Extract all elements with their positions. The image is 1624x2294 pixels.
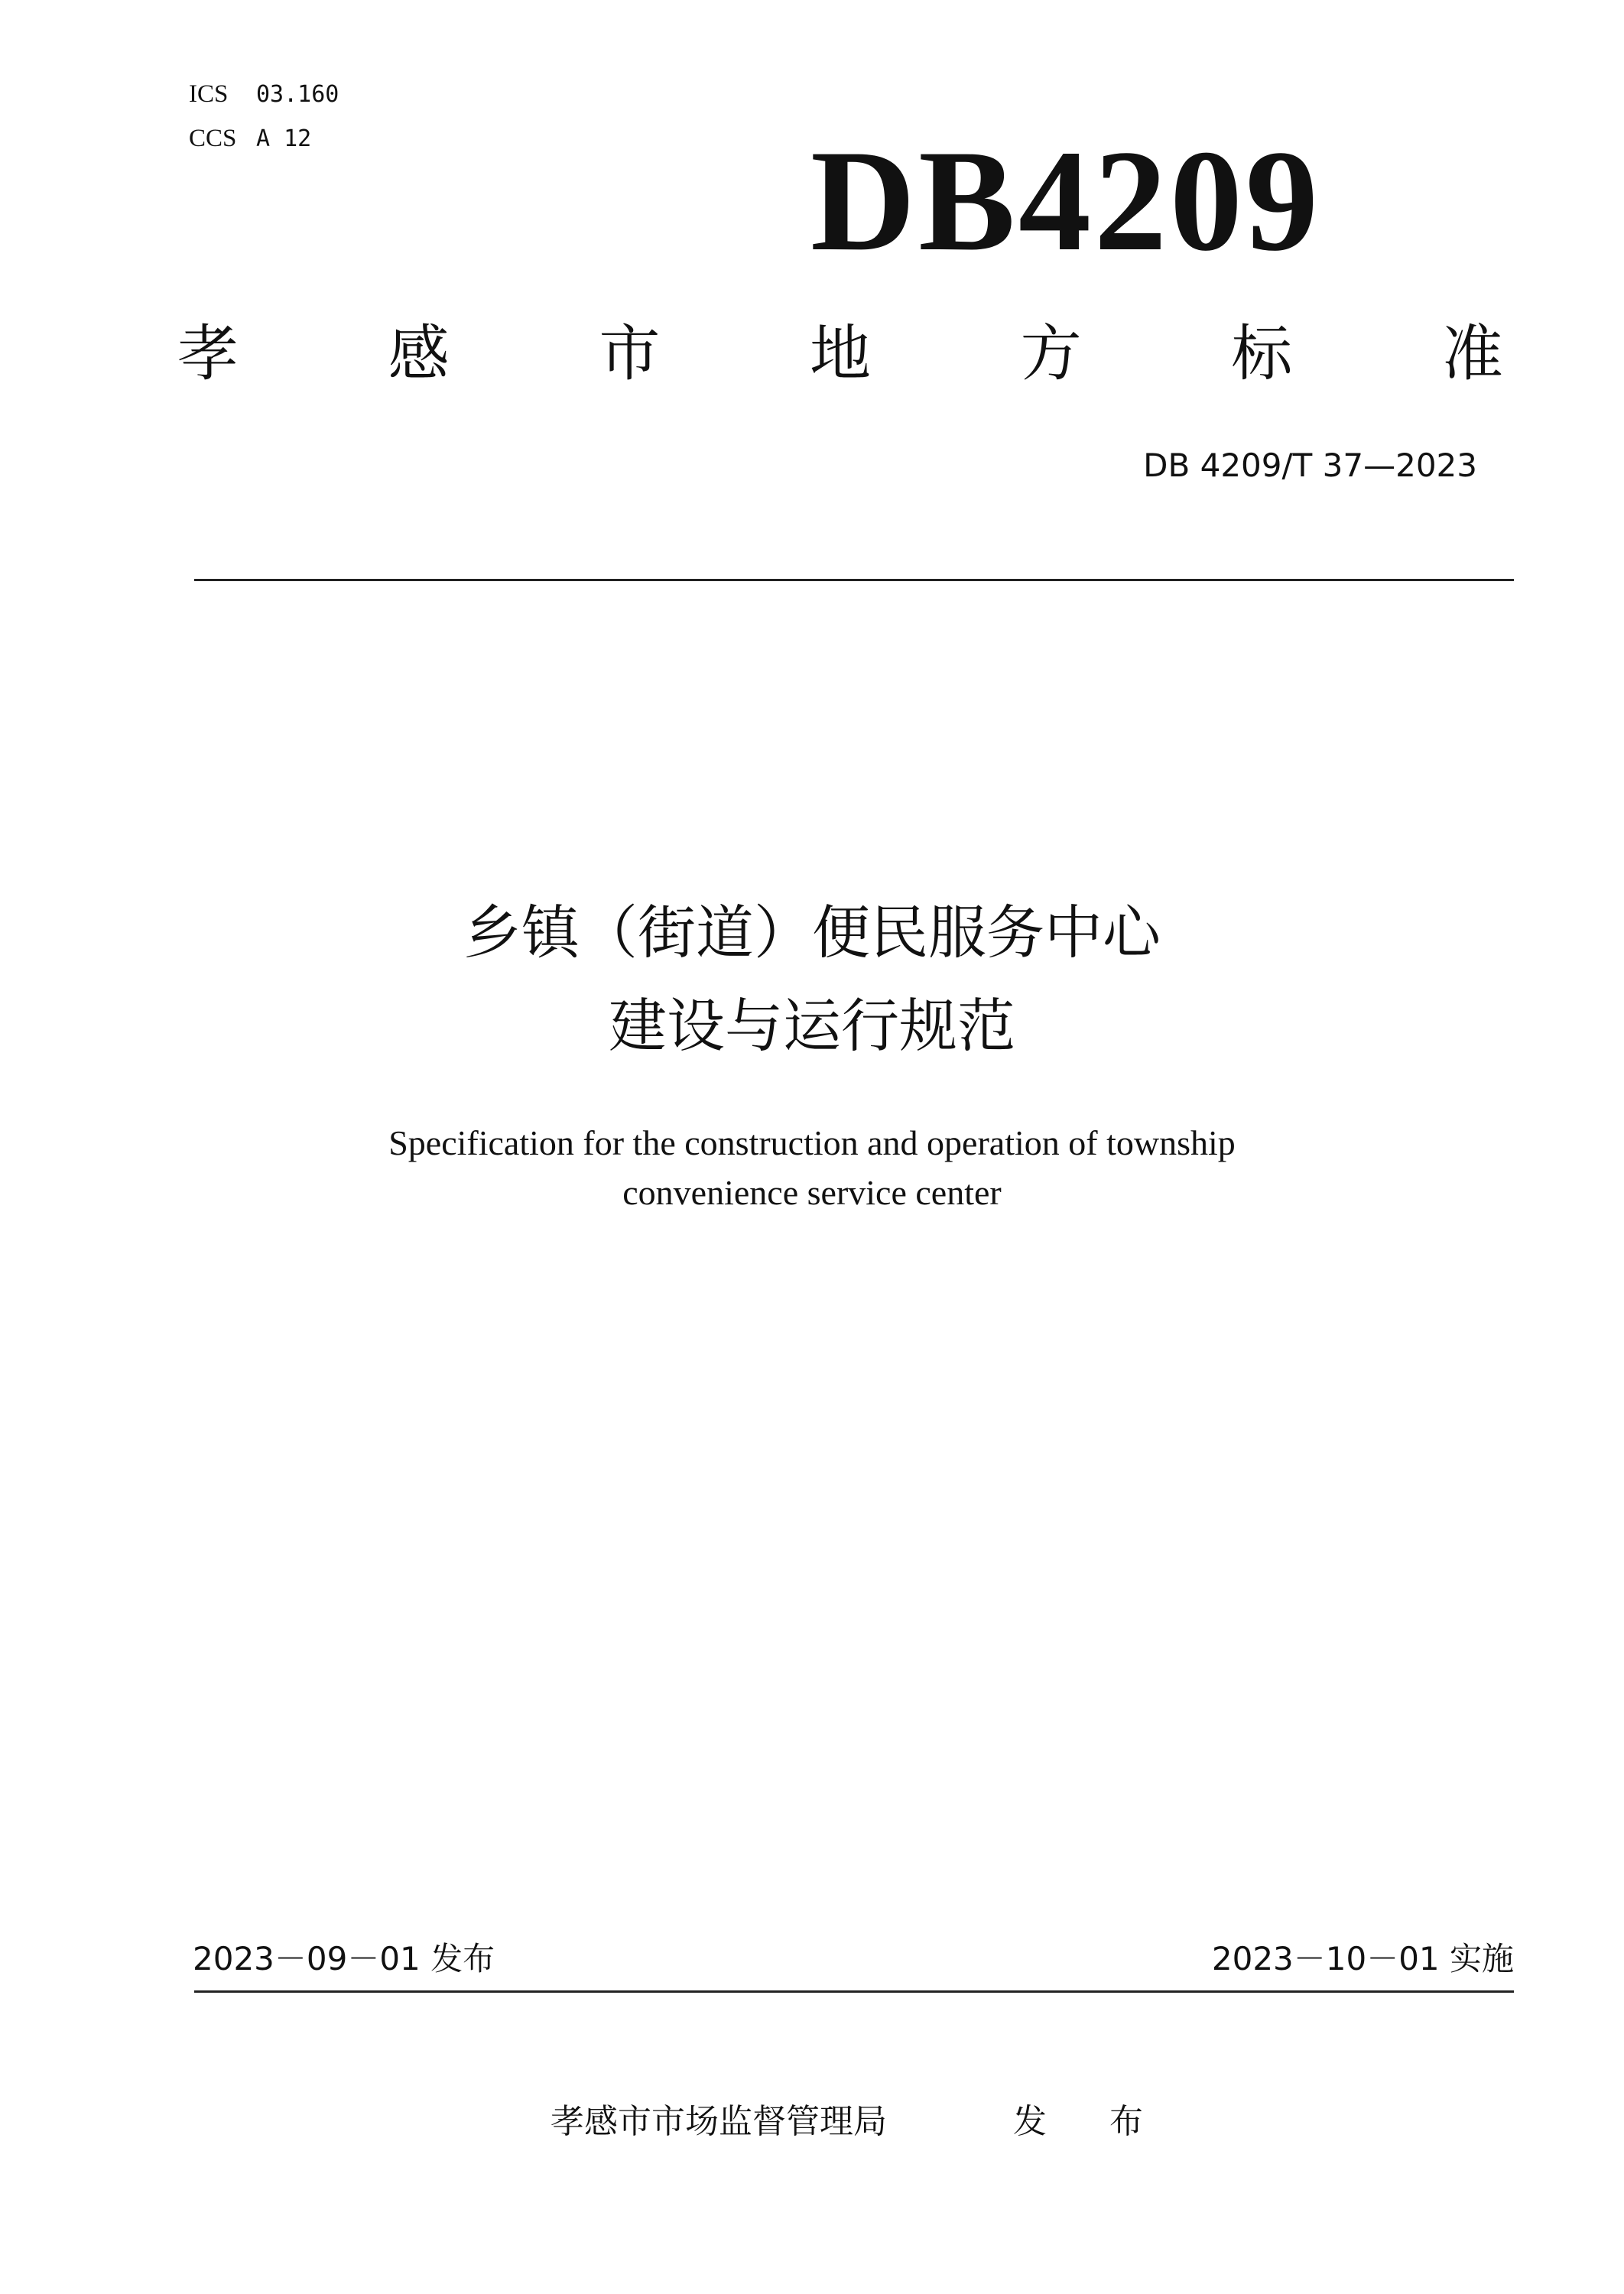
title-chinese-line-2: 建设与运行规范 — [609, 992, 1015, 1060]
issue-date: 2023－09－01 发布 — [193, 1940, 495, 1977]
ccs-value: A 12 — [256, 125, 312, 152]
standard-type-char: 方 — [1020, 318, 1082, 389]
title-chinese-line-1: 乡镇（街道）便民服务中心 — [463, 898, 1161, 967]
implementation-date: 2023－10－01 实施 — [1211, 1940, 1514, 1977]
ics-label: ICS — [189, 80, 229, 108]
issuing-authority: 孝感市市场监督管理局 — [551, 2102, 887, 2141]
standard-type-char: 孝 — [177, 318, 239, 389]
standard-type-heading — [177, 320, 1503, 388]
ics-code — [189, 78, 339, 110]
footer-divider — [194, 1990, 1514, 1993]
header-divider — [194, 579, 1514, 581]
standard-number: DB 4209/T 37—2023 — [1143, 447, 1477, 484]
standard-type-char: 地 — [809, 318, 871, 389]
title-english-line-1: Specification for the construction and operation of township — [388, 1123, 1236, 1162]
standard-type-char: 市 — [599, 318, 661, 389]
ics-value: 03.160 — [256, 81, 339, 108]
issue-label: 发 布 — [1013, 2102, 1169, 2141]
standard-type-char: 感 — [388, 318, 450, 389]
title-english-line-2: convenience service center — [622, 1173, 1002, 1212]
ccs-label: CCS — [189, 125, 237, 152]
ccs-code — [189, 122, 311, 154]
standard-type-char: 准 — [1441, 318, 1503, 389]
standard-mark: DB4209 — [810, 121, 1321, 281]
standard-type-char: 标 — [1231, 318, 1293, 389]
